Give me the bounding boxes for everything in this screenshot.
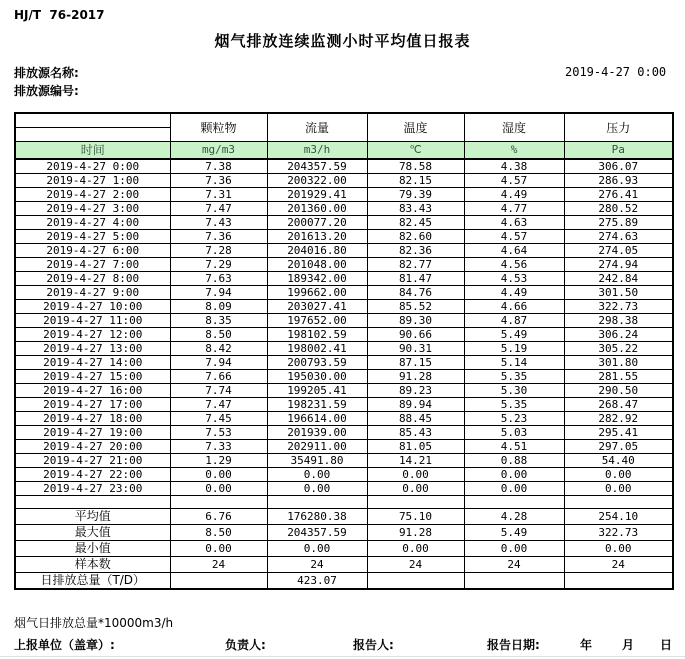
value-cell: 0.00 — [170, 481, 267, 495]
summary-value-cell: 0.00 — [170, 540, 267, 556]
value-cell: 274.94 — [564, 257, 673, 271]
value-cell: 88.45 — [367, 411, 464, 425]
reporter-label: 报告人: — [353, 638, 394, 652]
value-cell: 82.45 — [367, 215, 464, 229]
value-cell: 7.38 — [170, 159, 267, 174]
value-cell: 89.30 — [367, 313, 464, 327]
value-cell: 306.07 — [564, 159, 673, 174]
value-cell: 4.56 — [464, 257, 564, 271]
value-cell: 35491.80 — [267, 453, 367, 467]
empty-cell — [267, 495, 367, 508]
unit-humidity: % — [464, 141, 564, 159]
value-cell: 276.41 — [564, 187, 673, 201]
time-cell: 2019-4-27 10:00 — [15, 299, 170, 313]
standard-number: HJ/T 76-2017 — [14, 8, 105, 22]
time-cell: 2019-4-27 18:00 — [15, 411, 170, 425]
source-name-label: 排放源名称: — [14, 66, 79, 80]
time-cell: 2019-4-27 19:00 — [15, 425, 170, 439]
summary-value-cell: 322.73 — [564, 524, 673, 540]
column-header-humidity: 湿度 — [464, 113, 564, 141]
summary-value-cell: 176280.38 — [267, 508, 367, 524]
empty-cell — [170, 495, 267, 508]
value-cell: 286.93 — [564, 173, 673, 187]
value-cell: 280.52 — [564, 201, 673, 215]
value-cell: 306.24 — [564, 327, 673, 341]
table-row — [15, 341, 673, 355]
table-row — [15, 411, 673, 425]
value-cell: 203027.41 — [267, 299, 367, 313]
value-cell: 7.28 — [170, 243, 267, 257]
empty-cell — [15, 495, 170, 508]
monitoring-table — [14, 112, 674, 590]
value-cell: 0.00 — [564, 481, 673, 495]
page-bottom-edge — [0, 656, 685, 657]
value-cell: 305.22 — [564, 341, 673, 355]
summary-row — [15, 572, 673, 589]
value-cell: 4.87 — [464, 313, 564, 327]
report-datetime: 2019-4-27 0:00 — [565, 65, 667, 79]
value-cell: 7.94 — [170, 355, 267, 369]
value-cell: 198002.41 — [267, 341, 367, 355]
time-cell: 2019-4-27 2:00 — [15, 187, 170, 201]
table-row — [15, 159, 673, 174]
summary-value-cell: 254.10 — [564, 508, 673, 524]
summary-value-cell: 24 — [367, 556, 464, 572]
table-row — [15, 257, 673, 271]
table-row — [15, 201, 673, 215]
summary-value-cell: 423.07 — [267, 572, 367, 589]
value-cell: 4.49 — [464, 187, 564, 201]
value-cell: 201360.00 — [267, 201, 367, 215]
time-cell: 2019-4-27 17:00 — [15, 397, 170, 411]
summary-value-cell: 24 — [564, 556, 673, 572]
table-body — [15, 159, 673, 509]
value-cell: 79.39 — [367, 187, 464, 201]
summary-label-cell: 最小值 — [15, 540, 170, 556]
value-cell: 301.80 — [564, 355, 673, 369]
value-cell: 7.53 — [170, 425, 267, 439]
summary-value-cell: 6.76 — [170, 508, 267, 524]
value-cell: 242.84 — [564, 271, 673, 285]
value-cell: 7.74 — [170, 383, 267, 397]
summary-value-cell: 24 — [170, 556, 267, 572]
value-cell: 198102.59 — [267, 327, 367, 341]
summary-value-cell: 0.00 — [367, 540, 464, 556]
time-cell: 2019-4-27 5:00 — [15, 229, 170, 243]
value-cell: 5.23 — [464, 411, 564, 425]
value-cell: 82.15 — [367, 173, 464, 187]
value-cell: 82.77 — [367, 257, 464, 271]
column-header-pressure: 压力 — [564, 113, 673, 141]
value-cell: 0.00 — [267, 481, 367, 495]
time-cell: 2019-4-27 15:00 — [15, 369, 170, 383]
value-cell: 197652.00 — [267, 313, 367, 327]
daily-total-note: 烟气日排放总量*10000m3/h — [14, 616, 174, 630]
value-cell: 5.35 — [464, 369, 564, 383]
summary-value-cell: 75.10 — [367, 508, 464, 524]
summary-label-cell: 平均值 — [15, 508, 170, 524]
value-cell: 0.00 — [464, 481, 564, 495]
summary-value-cell: 0.00 — [267, 540, 367, 556]
table-row — [15, 229, 673, 243]
value-cell: 0.00 — [367, 467, 464, 481]
time-cell: 2019-4-27 1:00 — [15, 173, 170, 187]
value-cell: 4.38 — [464, 159, 564, 174]
value-cell: 4.51 — [464, 439, 564, 453]
time-cell: 2019-4-27 16:00 — [15, 383, 170, 397]
summary-value-cell: 24 — [267, 556, 367, 572]
value-cell: 8.09 — [170, 299, 267, 313]
empty-cell — [367, 495, 464, 508]
value-cell: 200322.00 — [267, 173, 367, 187]
value-cell: 5.49 — [464, 327, 564, 341]
time-cell: 2019-4-27 3:00 — [15, 201, 170, 215]
summary-value-cell — [564, 572, 673, 589]
table-row — [15, 369, 673, 383]
value-cell: 274.63 — [564, 229, 673, 243]
value-cell: 5.30 — [464, 383, 564, 397]
value-cell: 199205.41 — [267, 383, 367, 397]
value-cell: 202911.00 — [267, 439, 367, 453]
value-cell: 4.66 — [464, 299, 564, 313]
table-row — [15, 425, 673, 439]
time-cell: 2019-4-27 23:00 — [15, 481, 170, 495]
value-cell: 82.60 — [367, 229, 464, 243]
value-cell: 201613.20 — [267, 229, 367, 243]
table-row — [15, 313, 673, 327]
value-cell: 196614.00 — [267, 411, 367, 425]
summary-row — [15, 524, 673, 540]
time-cell: 2019-4-27 4:00 — [15, 215, 170, 229]
table-row — [15, 215, 673, 229]
table-row — [15, 187, 673, 201]
summary-value-cell: 5.49 — [464, 524, 564, 540]
value-cell: 89.23 — [367, 383, 464, 397]
value-cell: 4.64 — [464, 243, 564, 257]
unit-row — [15, 141, 673, 159]
value-cell: 90.31 — [367, 341, 464, 355]
time-cell: 2019-4-27 12:00 — [15, 327, 170, 341]
value-cell: 7.43 — [170, 215, 267, 229]
time-column-header: 时间 — [15, 141, 170, 159]
value-cell: 7.33 — [170, 439, 267, 453]
summary-value-cell: 0.00 — [564, 540, 673, 556]
value-cell: 282.92 — [564, 411, 673, 425]
summary-label-cell: 最大值 — [15, 524, 170, 540]
value-cell: 195030.00 — [267, 369, 367, 383]
value-cell: 81.05 — [367, 439, 464, 453]
unit-flow: m3/h — [267, 141, 367, 159]
value-cell: 7.31 — [170, 187, 267, 201]
time-cell: 2019-4-27 7:00 — [15, 257, 170, 271]
value-cell: 1.29 — [170, 453, 267, 467]
header-row-1 — [15, 113, 673, 127]
column-header-temperature: 温度 — [367, 113, 464, 141]
value-cell: 85.52 — [367, 299, 464, 313]
value-cell: 8.42 — [170, 341, 267, 355]
table-row — [15, 243, 673, 257]
source-code-label: 排放源编号: — [14, 84, 79, 98]
table-row — [15, 285, 673, 299]
time-cell: 2019-4-27 0:00 — [15, 159, 170, 174]
value-cell: 81.47 — [367, 271, 464, 285]
empty-cell — [564, 495, 673, 508]
value-cell: 189342.00 — [267, 271, 367, 285]
value-cell: 85.43 — [367, 425, 464, 439]
responsible-person-label: 负责人: — [225, 638, 266, 652]
value-cell: 201048.00 — [267, 257, 367, 271]
value-cell: 8.50 — [170, 327, 267, 341]
table-row — [15, 397, 673, 411]
table-row — [15, 271, 673, 285]
value-cell: 8.35 — [170, 313, 267, 327]
time-cell: 2019-4-27 22:00 — [15, 467, 170, 481]
unit-temperature: ℃ — [367, 141, 464, 159]
table-row — [15, 173, 673, 187]
value-cell: 4.57 — [464, 229, 564, 243]
table-row — [15, 467, 673, 481]
value-cell: 4.57 — [464, 173, 564, 187]
value-cell: 295.41 — [564, 425, 673, 439]
value-cell: 87.15 — [367, 355, 464, 369]
value-cell: 82.36 — [367, 243, 464, 257]
table-row — [15, 439, 673, 453]
table-row — [15, 327, 673, 341]
time-cell: 2019-4-27 21:00 — [15, 453, 170, 467]
empty-cell — [464, 495, 564, 508]
value-cell: 89.94 — [367, 397, 464, 411]
page-title: 烟气排放连续监测小时平均值日报表 — [214, 32, 471, 50]
table-row — [15, 355, 673, 369]
value-cell: 201929.41 — [267, 187, 367, 201]
value-cell: 7.29 — [170, 257, 267, 271]
summary-value-cell: 8.50 — [170, 524, 267, 540]
spacer-row — [15, 495, 673, 508]
value-cell: 268.47 — [564, 397, 673, 411]
value-cell: 0.88 — [464, 453, 564, 467]
value-cell: 78.58 — [367, 159, 464, 174]
time-cell: 2019-4-27 20:00 — [15, 439, 170, 453]
value-cell: 83.43 — [367, 201, 464, 215]
table-row — [15, 383, 673, 397]
summary-value-cell: 0.00 — [464, 540, 564, 556]
value-cell: 5.19 — [464, 341, 564, 355]
value-cell: 290.50 — [564, 383, 673, 397]
time-cell: 2019-4-27 13:00 — [15, 341, 170, 355]
value-cell: 275.89 — [564, 215, 673, 229]
value-cell: 204357.59 — [267, 159, 367, 174]
unit-pressure: Pa — [564, 141, 673, 159]
value-cell: 7.66 — [170, 369, 267, 383]
report-date-label: 报告日期: — [487, 638, 540, 652]
value-cell: 281.55 — [564, 369, 673, 383]
reporting-unit-label: 上报单位（盖章）: — [14, 638, 115, 652]
time-cell: 2019-4-27 8:00 — [15, 271, 170, 285]
value-cell: 301.50 — [564, 285, 673, 299]
summary-value-cell: 91.28 — [367, 524, 464, 540]
value-cell: 5.03 — [464, 425, 564, 439]
year-label: 年 — [580, 638, 593, 652]
value-cell: 198231.59 — [267, 397, 367, 411]
summary-label-cell: 日排放总量（T/D） — [15, 572, 170, 589]
summary-row — [15, 508, 673, 524]
day-label: 日 — [660, 638, 673, 652]
value-cell: 7.94 — [170, 285, 267, 299]
time-cell: 2019-4-27 6:00 — [15, 243, 170, 257]
blank-header-cell — [15, 127, 170, 141]
value-cell: 0.00 — [170, 467, 267, 481]
value-cell: 274.05 — [564, 243, 673, 257]
summary-value-cell — [464, 572, 564, 589]
summary-value-cell: 204357.59 — [267, 524, 367, 540]
summary-value-cell — [367, 572, 464, 589]
summary-label-cell: 样本数 — [15, 556, 170, 572]
value-cell: 201939.00 — [267, 425, 367, 439]
value-cell: 0.00 — [267, 467, 367, 481]
value-cell: 0.00 — [367, 481, 464, 495]
value-cell: 322.73 — [564, 299, 673, 313]
value-cell: 54.40 — [564, 453, 673, 467]
time-cell: 2019-4-27 14:00 — [15, 355, 170, 369]
summary-value-cell: 4.28 — [464, 508, 564, 524]
value-cell: 4.77 — [464, 201, 564, 215]
value-cell: 7.63 — [170, 271, 267, 285]
value-cell: 84.76 — [367, 285, 464, 299]
value-cell: 200077.20 — [267, 215, 367, 229]
unit-particulate: mg/m3 — [170, 141, 267, 159]
value-cell: 0.00 — [564, 467, 673, 481]
value-cell: 14.21 — [367, 453, 464, 467]
blank-header-cell — [15, 113, 170, 127]
table-row — [15, 481, 673, 495]
month-label: 月 — [622, 638, 635, 652]
value-cell: 204016.80 — [267, 243, 367, 257]
value-cell: 4.53 — [464, 271, 564, 285]
value-cell: 91.28 — [367, 369, 464, 383]
signature-line — [0, 636, 685, 652]
value-cell: 297.05 — [564, 439, 673, 453]
value-cell: 200793.59 — [267, 355, 367, 369]
summary-value-cell — [170, 572, 267, 589]
time-cell: 2019-4-27 11:00 — [15, 313, 170, 327]
column-header-particulate: 颗粒物 — [170, 113, 267, 141]
summary-row — [15, 540, 673, 556]
column-header-flow: 流量 — [267, 113, 367, 141]
table-row — [15, 453, 673, 467]
value-cell: 199662.00 — [267, 285, 367, 299]
value-cell: 7.45 — [170, 411, 267, 425]
table-row — [15, 299, 673, 313]
time-cell: 2019-4-27 9:00 — [15, 285, 170, 299]
summary-value-cell: 24 — [464, 556, 564, 572]
summary-row — [15, 556, 673, 572]
value-cell: 90.66 — [367, 327, 464, 341]
value-cell: 5.14 — [464, 355, 564, 369]
value-cell: 0.00 — [464, 467, 564, 481]
value-cell: 7.47 — [170, 397, 267, 411]
value-cell: 4.63 — [464, 215, 564, 229]
value-cell: 7.47 — [170, 201, 267, 215]
value-cell: 7.36 — [170, 229, 267, 243]
summary-body — [15, 508, 673, 589]
value-cell: 4.49 — [464, 285, 564, 299]
value-cell: 5.35 — [464, 397, 564, 411]
value-cell: 7.36 — [170, 173, 267, 187]
value-cell: 298.38 — [564, 313, 673, 327]
